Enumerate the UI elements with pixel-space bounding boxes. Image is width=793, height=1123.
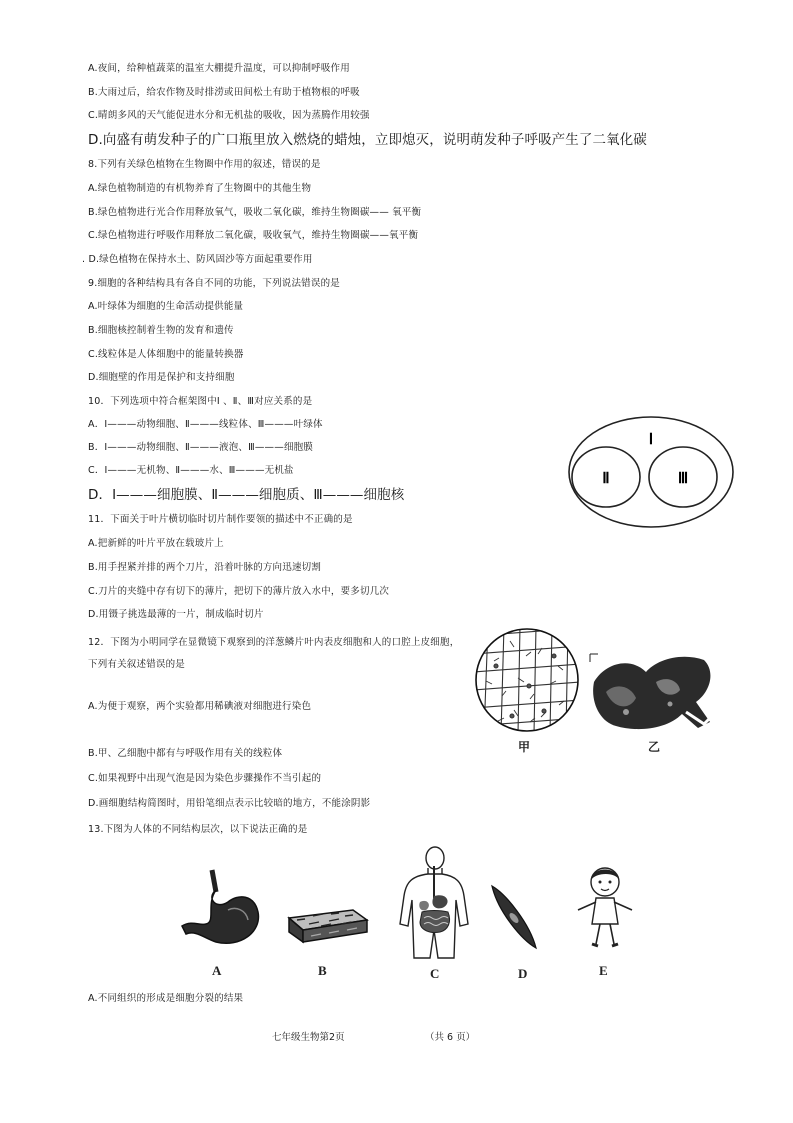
stomach-illustration [176,868,268,954]
q10-option-a: A．Ⅰ———动物细胞、Ⅱ———线粒体、Ⅲ———叶绿体 [88,419,323,430]
q12-option-a: A.为便于观察，两个实验都用稀碘液对细胞进行染色 [88,701,312,712]
q7-option-c: C.晴朗多风的天气能促进水分和无机盐的吸收，因为蒸腾作用较强 [88,110,370,121]
figure-label-a: A [212,963,222,978]
figure-label-c: C [430,966,440,981]
onion-epidermis-micrograph [474,626,580,734]
q9-option-c: C.线粒体是人体细胞中的能量转换器 [88,349,244,360]
q8-option-a: A.绿色植物制造的有机物养育了生物圈中的其他生物 [88,183,312,194]
footer-total-pages: （共 6 页） [425,1032,476,1043]
q11-option-b: B.用手捏紧并排的两个刀片，沿着叶脉的方向迅速切割 [88,562,322,573]
q7-option-d: D.向盛有萌发种子的广口瓶里放入燃烧的蜡烛，立即熄灭，说明萌发种子呼吸产生了二氧化碳 [88,132,647,148]
cheek-cell-micrograph [586,652,720,734]
q10-option-c: C．Ⅰ———无机物、Ⅱ———水、Ⅲ———无机盐 [88,465,294,476]
q8-option-d: . D.绿色植物在保持水土、防风固沙等方面起重要作用 [82,254,313,265]
q13-option-a: A.不同组织的形成是细胞分裂的结果 [88,993,244,1004]
human-digestive-system-illustration [398,846,472,960]
q9-option-a: A.叶绿体为细胞的生命活动提供能量 [88,301,244,312]
q7-option-b: B.大雨过后，给农作物及时排涝或田间松土有助于植物根的呼吸 [88,87,360,98]
q10-framework-diagram [566,414,736,530]
q8-stem: 8.下列有关绿色植物在生物圈中作用的叙述，错误的是 [88,159,321,170]
q10-option-b: B．Ⅰ———动物细胞、Ⅱ———液泡、Ⅲ———细胞膜 [88,442,314,453]
q11-option-c: C.刀片的夹缝中存有切下的薄片，把切下的薄片放入水中，要多切几次 [88,586,390,597]
q13-stem: 13.下图为人体的不同结构层次，以下说法正确的是 [88,824,308,835]
figure-label-yi: 乙 [648,740,661,754]
q12-option-d: D.画细胞结构简图时，用铅笔细点表示比较暗的地方，不能涂阴影 [88,798,371,809]
q11-stem: 11．下面关于叶片横切临时切片制作要领的描述中不正确的是 [88,514,353,525]
footer-page-number: 七年级生物第2页 [272,1032,345,1043]
figure-label-e: E [599,963,608,978]
q10-stem: 10．下列选项中符合框架图中Ⅰ 、Ⅱ、Ⅲ对应关系的是 [88,396,313,407]
q9-stem: 9.细胞的各种结构具有各自不同的功能，下列说法错误的是 [88,278,340,289]
q11-option-a: A.把新鲜的叶片平放在载玻片上 [88,538,224,549]
child-illustration [574,862,636,952]
diagram-label-outer: Ⅰ [648,432,654,448]
q7-option-a: A.夜间，给种植蔬菜的温室大棚提升温度，可以抑制呼吸作用 [88,63,350,74]
q9-option-d: D.细胞壁的作用是保护和支持细胞 [88,372,235,383]
q10-option-d: D．Ⅰ———细胞膜、Ⅱ———细胞质、Ⅲ———细胞核 [88,487,405,503]
q12-option-c: C.如果视野中出现气泡是因为染色步骤操作不当引起的 [88,773,322,784]
q12-option-b: B.甲、乙细胞中都有与呼吸作用有关的线粒体 [88,748,283,759]
q8-option-c: C.绿色植物进行呼吸作用释放二氧化碳，吸收氧气，维持生物圈碳——氧平衡 [88,230,419,241]
muscle-cell-illustration [486,880,542,954]
q8-option-b: B.绿色植物进行光合作用释放氧气，吸收二氧化碳，维持生物圈碳—— 氧平衡 [88,207,422,218]
diagram-label-left: Ⅱ [602,471,610,487]
figure-label-d: D [518,966,528,981]
diagram-label-right: Ⅲ [677,471,689,487]
q9-option-b: B.细胞核控制着生物的发育和遗传 [88,325,234,336]
q12-stem-line1: 12．下图为小明同学在显微镜下观察到的洋葱鳞片叶内表皮细胞和人的口腔上皮细胞， [88,637,460,648]
figure-label-b: B [318,963,327,978]
figure-label-jia: 甲 [518,740,531,754]
q12-stem-line2: 下列有关叙述错误的是 [88,659,186,670]
q11-option-d: D.用镊子挑选最薄的一片，制成临时切片 [88,609,264,620]
tissue-block-illustration [283,904,371,944]
